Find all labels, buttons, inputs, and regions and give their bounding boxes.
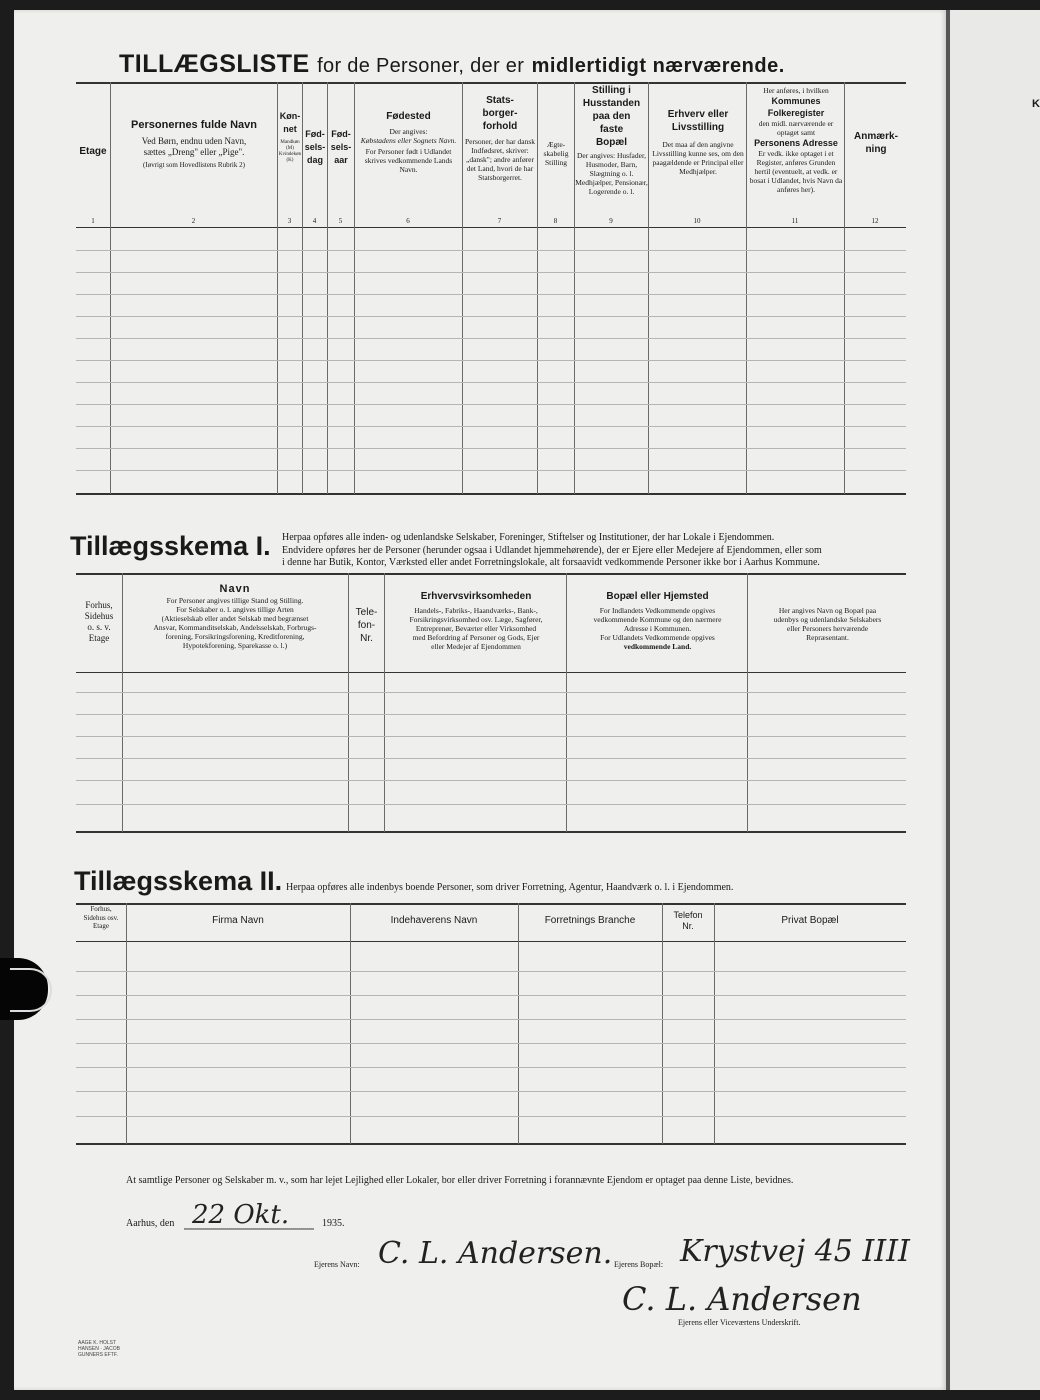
s1-col-repraesentant bbox=[749, 606, 906, 642]
s1-col-navn bbox=[124, 582, 346, 650]
col-foedested-line: Der angives: bbox=[389, 127, 428, 136]
col-anmaerkning-header bbox=[846, 130, 906, 156]
table-row bbox=[76, 1067, 906, 1068]
year-label: 1935. bbox=[322, 1218, 345, 1229]
s2-vline bbox=[350, 903, 351, 1144]
s1-col-line: Nr. bbox=[360, 633, 373, 644]
col-number: 8 bbox=[553, 217, 558, 225]
skema1-desc-line: i denne har Butik, Kontor, Værksted eller andet Forretningslokale, alt forsaavidt vedkommende Personer ikke bor i Aarhus Kommune. bbox=[282, 557, 820, 568]
s1-col-title: Bopæl eller Hjemsted bbox=[606, 591, 709, 602]
col-foedested-header bbox=[356, 110, 461, 174]
s1-col-line: forening, Forsikringsforening, Kreditforening, bbox=[165, 632, 305, 641]
col-stilling-line: Der angives: Husfader, Husmoder, Barn, Slægtning o. l. Medhjælper, Pensionær, Logerende o. l. bbox=[575, 151, 648, 196]
binder-clip-highlight bbox=[10, 968, 52, 1012]
s2-col-line: Telefon bbox=[673, 910, 703, 920]
table-row bbox=[76, 714, 906, 715]
col-navn-line: sættes „Dreng" eller „Pige". bbox=[143, 147, 245, 157]
s2-vline bbox=[714, 903, 715, 1144]
next-page-edge bbox=[950, 10, 1040, 1390]
table-row bbox=[76, 1116, 906, 1117]
date-handwritten: 22 Okt. bbox=[192, 1200, 290, 1230]
owner-address-handwritten: Krystvej 45 IIII bbox=[680, 1234, 910, 1269]
attestation-statement: At samtlige Personer og Selskaber m. v., som har lejet Lejlighed eller Lokaler, bor eller driver Forretning i forannævnte Ejendom er optaget paa denne Liste, bevidnes. bbox=[126, 1175, 794, 1186]
col-erhverv-title: Erhverv eller Livsstilling bbox=[667, 109, 729, 133]
s2-col-bopael: Privat Bopæl bbox=[781, 915, 839, 926]
table1-header-bottom bbox=[76, 227, 906, 228]
col-foedested-line: For Personer født i Udlandet skrives vedkommende Lands Navn. bbox=[364, 147, 453, 174]
table-row bbox=[76, 250, 906, 251]
col-number: 9 bbox=[609, 217, 613, 225]
s1-col-line: For Indlandets Vedkommende opgives bbox=[599, 606, 716, 615]
next-page-letter: K bbox=[1032, 98, 1040, 110]
s1-col-line: For Selskaber o. l. angives tillige Arten bbox=[176, 605, 294, 614]
s1-col-line: Hypotekforening, Sparekasse o. l.) bbox=[182, 641, 288, 650]
t1-vline bbox=[746, 82, 747, 494]
col-navn-line: (Iøvrigt som Hovedlistens Rubrik 2) bbox=[143, 161, 245, 169]
table-row bbox=[76, 448, 906, 449]
s1-col-line: vedkommende Land. bbox=[623, 642, 692, 651]
s2-col-line: Sidehus osv. bbox=[83, 913, 119, 922]
col-adresse-line: den midl. nærværende er optaget samt bbox=[758, 119, 834, 137]
place-label: Aarhus, den bbox=[126, 1218, 175, 1229]
col-adresse-line: Kommunes Folkeregister bbox=[767, 96, 825, 118]
s1-col-line: For Personer angives tillige Stand og Stilling. bbox=[166, 596, 304, 605]
title-main: TILLÆGSLISTE bbox=[119, 50, 310, 78]
s1-vline bbox=[747, 573, 748, 832]
t1-vline bbox=[354, 82, 355, 494]
skema1-top-border bbox=[76, 573, 906, 575]
table-row bbox=[76, 1091, 906, 1092]
table-row bbox=[76, 971, 906, 972]
col-foedselsaar-title: Fød- sels- aar bbox=[330, 129, 352, 165]
s1-col-line: Sidehus bbox=[84, 611, 114, 621]
s1-col-line: med Befordring af Personer og Gods, Ejer bbox=[412, 633, 540, 642]
s2-col-telefon bbox=[662, 910, 714, 932]
s2-vline bbox=[518, 903, 519, 1144]
s1-col-line: o. s. v. bbox=[87, 622, 111, 632]
col-aegteskab-header bbox=[538, 140, 574, 167]
s1-col-line: Handels-, Fabriks-, Haandværks-, Bank-, bbox=[414, 606, 538, 615]
col-koen-header bbox=[278, 110, 302, 164]
s2-col-branche: Forretnings Branche bbox=[544, 915, 636, 926]
title-bold: midlertidigt nærværende. bbox=[531, 55, 785, 77]
owner-address-label: Ejerens Bopæl: bbox=[614, 1260, 664, 1269]
table-row bbox=[76, 316, 906, 317]
table-row bbox=[76, 470, 906, 471]
col-koen-line: Kvindekøn (K) bbox=[278, 152, 302, 163]
s2-col-line: Forhus, bbox=[90, 905, 112, 913]
col-statsborger-line: Personer, der har dansk Indfødsret, skriver: „dansk"; andre anfører det Land, hvori de har Statsborgerret. bbox=[464, 137, 536, 182]
skema2-top-border bbox=[76, 903, 906, 905]
col-foedselsaar-header bbox=[328, 128, 354, 167]
table1-top-border bbox=[76, 82, 906, 84]
col-statsborger-header bbox=[464, 94, 536, 182]
s1-col-line: eller Medejer af Ejendommen bbox=[431, 642, 521, 651]
col-number: 1 bbox=[91, 217, 95, 225]
s1-col-title: Navn bbox=[219, 583, 251, 595]
s1-col-line: udenbys og udenlandske Selskabers bbox=[773, 615, 882, 624]
s1-col-line: Tele- bbox=[355, 607, 378, 618]
skema1-desc-line: Endvidere opføres her de Personer (herunder ogsaa i Udlandet hjemmehørende), der er Ejere eller Medejere af Ejendommen, eller som bbox=[282, 544, 822, 556]
s1-col-etage bbox=[76, 600, 122, 644]
skema2-title: Tillægsskema II. bbox=[74, 866, 283, 896]
col-adresse-title: Personens Adresse bbox=[754, 138, 838, 148]
table-row bbox=[76, 736, 906, 737]
col-koen-line: Mandkøn (M) bbox=[280, 140, 300, 151]
printer-imprint: AAGE K. HOLST HANSEN · JACOB GUNNERS EFTF. bbox=[78, 1340, 120, 1358]
table-row bbox=[76, 360, 906, 361]
s2-col-etage bbox=[76, 905, 126, 931]
owner-name-handwritten: C. L. Andersen. bbox=[378, 1236, 613, 1271]
t1-vline bbox=[462, 82, 463, 494]
s1-col-line: vedkommende Kommune og den nærmere bbox=[593, 615, 722, 624]
skema1-desc-line: Herpaa opføres alle inden- og udenlandske Selskaber, Foreninger, Stiftelser og Institutioner, der har Lokale i Ejendommen. bbox=[282, 532, 775, 543]
s1-col-telefon bbox=[349, 606, 384, 645]
table-row bbox=[76, 426, 906, 427]
skema2-header-bottom bbox=[76, 941, 906, 942]
skema1-header-bottom bbox=[76, 672, 906, 673]
skema2-bottom-border bbox=[76, 1143, 906, 1145]
col-erhverv-header bbox=[650, 108, 746, 176]
list-title bbox=[119, 50, 785, 79]
col-foedested-title: Fødested bbox=[386, 111, 431, 122]
table-row bbox=[76, 780, 906, 781]
s2-col-line: Etage bbox=[93, 922, 109, 930]
col-koen-title: Køn- net bbox=[279, 111, 301, 134]
form-page bbox=[14, 10, 946, 1390]
col-number: 3 bbox=[287, 217, 292, 225]
s1-col-bopael bbox=[568, 590, 747, 651]
col-number: 5 bbox=[338, 217, 343, 225]
table-row bbox=[76, 692, 906, 693]
skema1-description bbox=[282, 532, 912, 570]
skema1-bottom-border bbox=[76, 831, 906, 833]
t1-vline bbox=[648, 82, 649, 494]
table-row bbox=[76, 294, 906, 295]
table-row bbox=[76, 404, 906, 405]
s1-col-line: Adresse i Kommunen. bbox=[623, 624, 692, 633]
t1-vline bbox=[110, 82, 111, 494]
s1-col-line: Ansvar, Kommanditselskab, Andelsselskab, Forbrugs- bbox=[153, 623, 317, 632]
col-number: 10 bbox=[693, 217, 701, 225]
col-adresse-header bbox=[748, 86, 844, 194]
s2-col-indehaver: Indehaverens Navn bbox=[390, 915, 478, 926]
s1-col-line: eller Personers herværende bbox=[786, 624, 869, 633]
s1-col-title: Erhvervsvirksomheden bbox=[420, 591, 532, 602]
skema2-description: Herpaa opføres alle indenbys boende Personer, som driver Forretning, Agentur, Haandværk o. l. i Ejendommen. bbox=[286, 882, 734, 893]
col-adresse-line: Her anføres, i hvilken bbox=[763, 86, 829, 95]
s1-col-erhverv bbox=[386, 590, 566, 651]
col-aegteskab-label: Ægte- skabelig Stilling bbox=[543, 140, 569, 167]
s1-col-line: Repræsentant. bbox=[806, 633, 849, 642]
owner-name-label: Ejerens Navn: bbox=[314, 1260, 360, 1269]
col-number: 7 bbox=[497, 217, 502, 225]
signature-label: Ejerens eller Viceværtens Underskrift. bbox=[678, 1318, 801, 1327]
s1-col-line: Forsikringsvirksomhed osv. Læge, Sagfører, bbox=[409, 615, 543, 624]
s1-vline bbox=[566, 573, 567, 832]
table-row bbox=[76, 272, 906, 273]
col-number: 12 bbox=[871, 217, 879, 225]
s1-col-line: fon- bbox=[357, 620, 376, 631]
col-number: 4 bbox=[312, 217, 317, 225]
title-rest: for de Personer, der er bbox=[317, 55, 525, 77]
s1-col-line: Forhus, bbox=[85, 600, 113, 610]
s1-col-line: Etage bbox=[88, 633, 110, 643]
s1-col-line: (Aktieselskab eller andet Selskab med begrænset bbox=[161, 614, 309, 623]
table-row bbox=[76, 758, 906, 759]
col-number: 2 bbox=[191, 217, 196, 225]
s1-col-line: For Udlandets Vedkommende opgives bbox=[600, 633, 715, 642]
s1-col-line: Her angives Navn og Bopæl paa bbox=[778, 606, 877, 615]
col-number: 6 bbox=[406, 217, 410, 225]
col-statsborger-title: Stats- borger- forhold bbox=[482, 95, 518, 132]
table1-bottom-border bbox=[76, 493, 906, 495]
col-navn-header bbox=[112, 118, 276, 170]
col-adresse-line: Er vedk. ikke optaget i et Register, anføres Grunden hertil (eventuelt, at vedk. er bosat i Udlandet, hvis Navn da anføres her). bbox=[749, 149, 843, 194]
signature-handwritten: C. L. Andersen bbox=[622, 1280, 862, 1318]
s2-col-firma: Firma Navn bbox=[212, 915, 264, 926]
t1-vline bbox=[844, 82, 845, 494]
col-number: 11 bbox=[791, 217, 799, 225]
s2-vline bbox=[126, 903, 127, 1144]
col-stilling-header bbox=[575, 84, 648, 196]
table-row bbox=[76, 1019, 906, 1020]
col-navn-line: Ved Børn, endnu uden Navn, bbox=[141, 136, 247, 146]
col-foedselsdag-title: Fød- sels- dag bbox=[304, 129, 326, 165]
s2-col-line: Nr. bbox=[682, 921, 694, 931]
s2-vline bbox=[662, 903, 663, 1144]
col-etage-label: Etage bbox=[79, 146, 107, 157]
col-anmaerkning-title: Anmærk- ning bbox=[854, 131, 898, 155]
s1-vline bbox=[122, 573, 123, 832]
skema1-title: Tillægsskema I. bbox=[70, 531, 271, 561]
col-foedselsdag-header bbox=[303, 128, 327, 167]
table-row bbox=[76, 338, 906, 339]
col-stilling-title: Stilling i Husstanden paa den faste Bopæl bbox=[582, 85, 641, 148]
col-navn-title: Personernes fulde Navn bbox=[131, 119, 257, 131]
table-row bbox=[76, 804, 906, 805]
col-erhverv-line: Det maa af den angivne Livsstilling kunne ses, om den paagældende er Principal eller Medhjælper. bbox=[652, 140, 744, 176]
table-row bbox=[76, 995, 906, 996]
table-row bbox=[76, 382, 906, 383]
col-foedested-line: Købstadens eller Sognets Navn. bbox=[360, 136, 457, 145]
s1-vline bbox=[384, 573, 385, 832]
table-row bbox=[76, 1043, 906, 1044]
col-etage-header bbox=[76, 145, 110, 158]
s1-col-line: Entreprenør, Beværter eller Virksomhed bbox=[415, 624, 537, 633]
